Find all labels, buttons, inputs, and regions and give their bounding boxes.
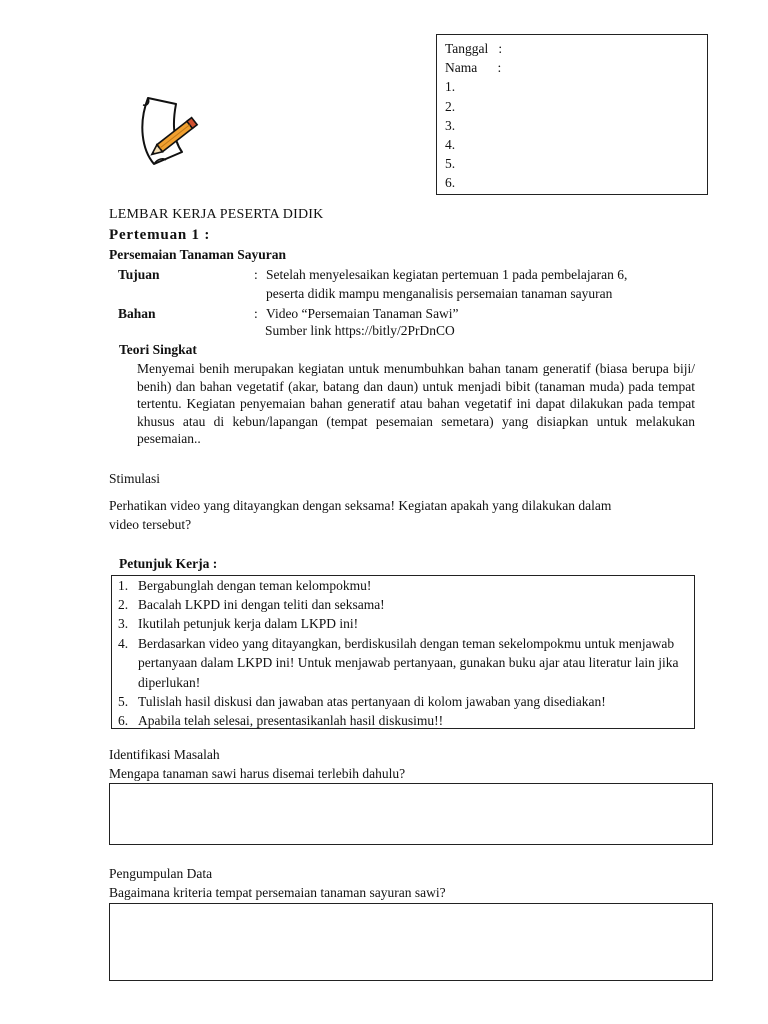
material-label: Bahan xyxy=(118,306,156,321)
date-label: Tanggal xyxy=(445,41,489,56)
list-item xyxy=(118,692,688,711)
data-heading: Pengumpulan Data xyxy=(109,866,213,881)
item-text: Bacalah LKPD ini dengan teliti dan seksama! xyxy=(138,597,385,613)
date-sep: : xyxy=(498,41,503,56)
list-item xyxy=(118,614,688,633)
instructions-heading: Petunjuk Kerja : xyxy=(119,556,218,571)
identity-box xyxy=(436,34,708,195)
item-text: Apabila telah selesai, presentasikanlah hasil diskusimu!! xyxy=(138,713,444,729)
material-text-1: Video “Persemaian Tanaman Sawi” xyxy=(266,306,459,321)
member-5: 5. xyxy=(445,156,456,172)
item-text: Bergabunglah dengan teman kelompokmu! xyxy=(138,578,372,593)
material-sep: : xyxy=(254,306,258,321)
stimulus-line-2: video tersebut? xyxy=(109,517,192,532)
name-row xyxy=(445,58,707,77)
material-link: Sumber link https://bitly/2PrDnCO xyxy=(265,323,455,338)
member-3: 3. xyxy=(445,117,456,133)
meeting-label: Pertemuan 1 : xyxy=(109,227,211,243)
item-number: 6. xyxy=(118,713,129,729)
item-number: 4. xyxy=(118,635,129,651)
member-1: 1. xyxy=(445,79,456,95)
stimulus-heading: Stimulasi xyxy=(109,471,161,486)
data-question: Bagaimana kriteria tempat persemaian tanaman sayuran sawi? xyxy=(109,885,446,900)
item-number: 5. xyxy=(118,694,129,710)
list-item xyxy=(118,595,688,614)
item-text: Tulislah hasil diskusi dan jawaban atas pertanyaan di kolom jawaban yang disediakan! xyxy=(138,694,606,710)
goal-sep: : xyxy=(254,267,258,282)
list-item xyxy=(118,576,688,595)
item-text: Berdasarkan video yang ditayangkan, berdiskusilah dengan teman sekelompokmu untuk menjawab pertanyaan dalam LKPD ini! Untuk menjawab pertanyaan, gunakan buku ajar atau literatur lain jika diperlukan! xyxy=(138,635,679,690)
instructions-box xyxy=(111,575,695,729)
data-answer-field[interactable] xyxy=(109,903,713,981)
goal-label: Tujuan xyxy=(118,267,160,282)
problem-heading: Identifikasi Masalah xyxy=(109,747,220,762)
name-label: Nama xyxy=(445,60,478,76)
topic-title: Persemaian Tanaman Sayuran xyxy=(109,247,287,262)
theory-heading: Teori Singkat xyxy=(119,342,197,357)
item-number: 1. xyxy=(118,578,129,593)
goal-text-1: Setelah menyelesaikan kegiatan pertemuan 1 pada pembelajaran 6, xyxy=(266,267,628,282)
member-2: 2. xyxy=(445,98,456,114)
member-6: 6. xyxy=(445,175,456,191)
item-text: Ikutilah petunjuk kerja dalam LKPD ini! xyxy=(138,616,359,632)
item-number: 2. xyxy=(118,597,129,613)
problem-question: Mengapa tanaman sawi harus disemai terlebih dahulu? xyxy=(109,766,406,781)
worksheet-title: LEMBAR KERJA PESERTA DIDIK xyxy=(109,207,324,222)
member-4: 4. xyxy=(445,137,456,153)
stimulus-line-1: Perhatikan video yang ditayangkan dengan seksama! Kegiatan apakah yang dilakukan dalam xyxy=(109,498,612,513)
theory-paragraph: Menyemai benih merupakan kegiatan untuk menumbuhkan bahan tanam generatif (biasa berupa biji/ benih) dan bahan vegetatif (akar, batang dan daun) untuk menjadi bibit (tanaman muda) pada tempat tertentu. Kegiatan penyemaian bahan generatif atau bahan vegetatif ini dapat dilakukan pada tempat khusus atau di kebun/lapangan (tempat pesemaian semetara) yang disiapkan untuk melakukan pesemaian.. xyxy=(137,361,695,446)
paper-and-pencil-icon xyxy=(128,94,208,170)
name-sep: : xyxy=(497,60,502,76)
date-row xyxy=(445,39,707,58)
list-item xyxy=(118,634,688,693)
goal-text-2: peserta didik mampu menganalisis persemaian tanaman sayuran xyxy=(266,286,613,301)
problem-answer-field[interactable] xyxy=(109,783,713,845)
item-number: 3. xyxy=(118,616,129,632)
list-item xyxy=(118,711,688,730)
